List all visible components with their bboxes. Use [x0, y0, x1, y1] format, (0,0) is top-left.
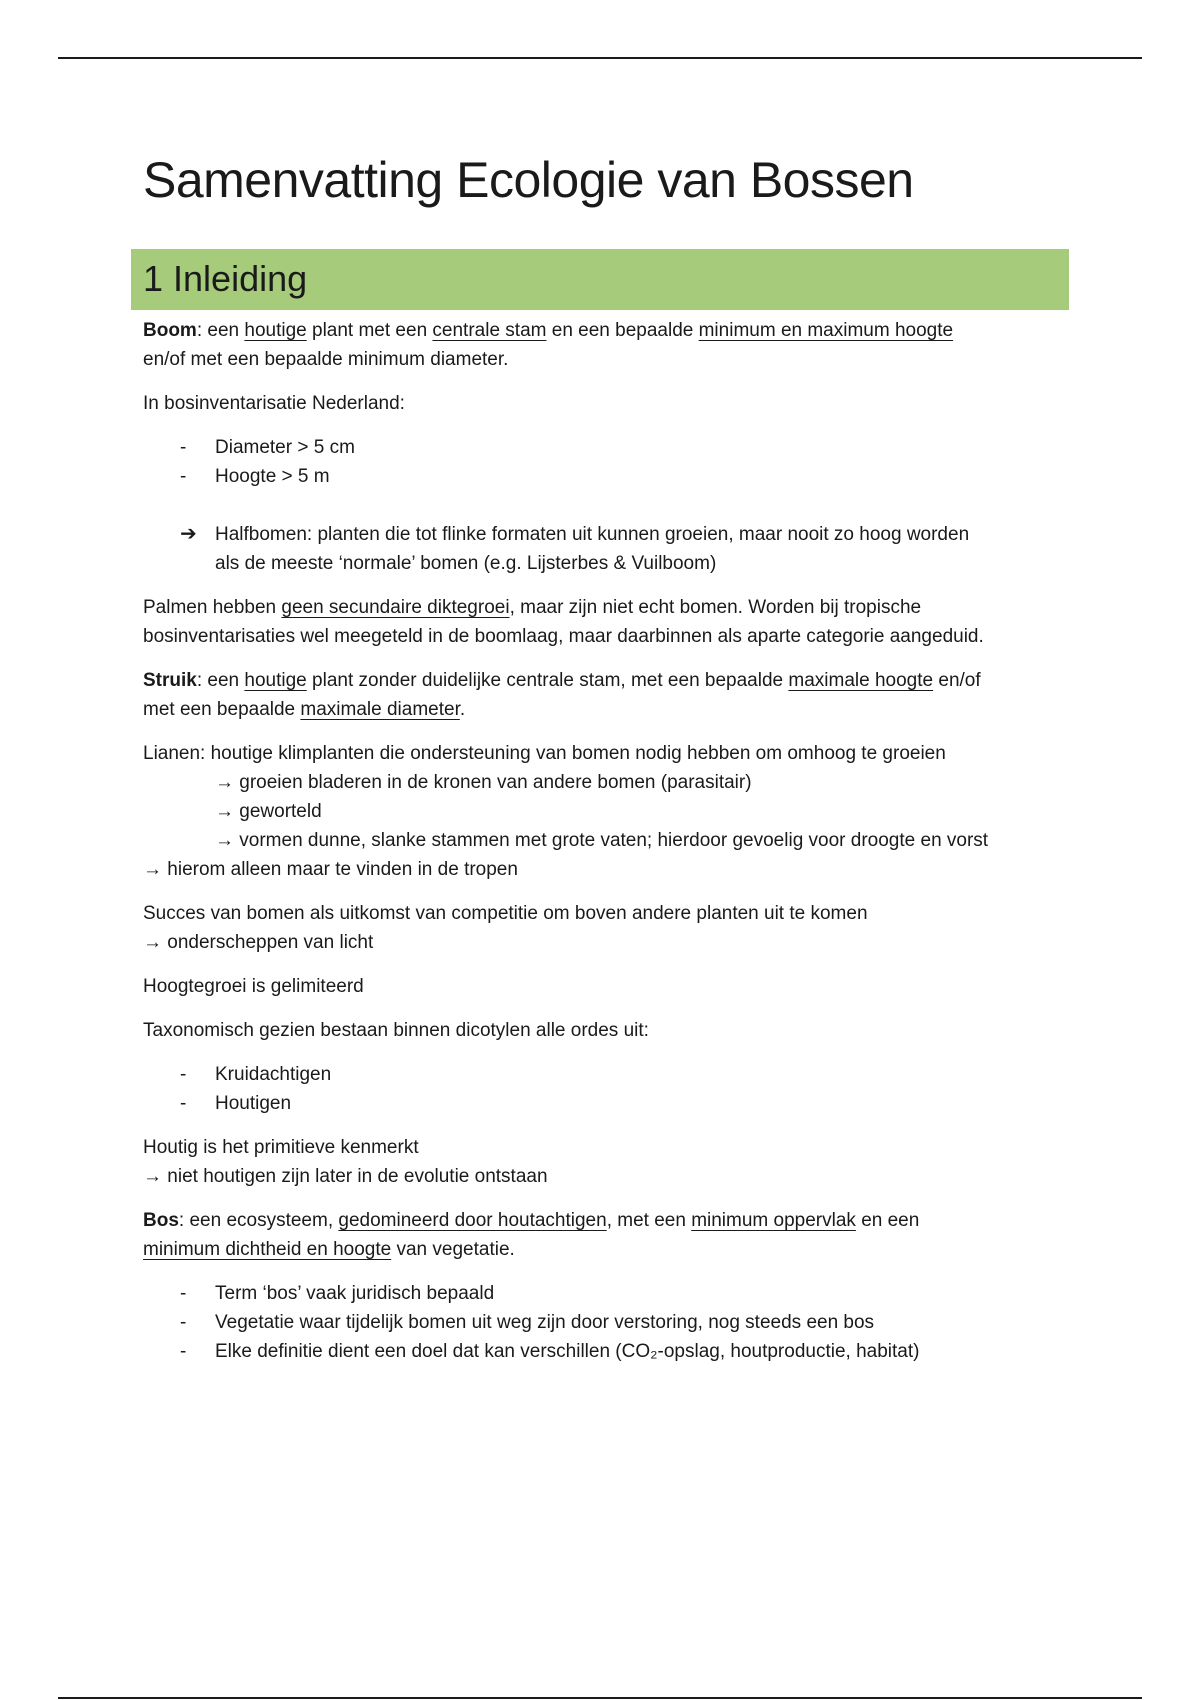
text: Houtig is het primitieve kenmerkt	[143, 1137, 419, 1158]
title-block	[143, 150, 1063, 210]
list-item-text: Houtigen	[215, 1093, 292, 1114]
text: : een ecosysteem,	[178, 1210, 339, 1231]
text: plant met een	[306, 320, 433, 341]
text: plant zonder duidelijke centrale stam, met een bepaalde	[306, 670, 789, 691]
list-item	[143, 433, 1083, 462]
text: en een	[855, 1210, 920, 1231]
arrow-icon: →	[143, 1166, 162, 1187]
arrow-icon: →	[215, 772, 234, 793]
text: : een	[196, 670, 245, 691]
list-item	[143, 1337, 1083, 1366]
bottom-rule	[58, 1697, 1142, 1699]
arrow-icon: →	[143, 932, 162, 953]
underlined-term: minimum oppervlak	[691, 1210, 856, 1231]
struik-definition	[143, 666, 1083, 724]
text: groeien bladeren in de kronen van andere bomen (parasitair)	[239, 772, 752, 793]
bos-list	[143, 1279, 1083, 1366]
hoogtegroei-paragraph: Hoogtegroei is gelimiteerd	[143, 976, 364, 997]
term-bos: Bos	[143, 1210, 179, 1231]
underlined-term: minimum en maximum hoogte	[698, 320, 954, 341]
underlined-term: maximale hoogte	[788, 670, 934, 691]
section-title: 1 Inleiding	[143, 258, 308, 299]
dash-bullet: -	[180, 1093, 187, 1114]
houtig-paragraph	[143, 1133, 1083, 1191]
inventory-intro: In bosinventarisatie Nederland:	[143, 393, 405, 414]
text: en/of met een bepaalde minimum diameter.	[143, 349, 509, 370]
text: als de meeste ‘normale’ bomen (e.g. Lijsterbes & Vuilboom)	[215, 553, 717, 574]
term-boom: Boom	[143, 320, 197, 341]
text: .	[459, 699, 466, 720]
text: bosinventarisaties wel meegeteld in de boomlaag, maar daarbinnen als aparte categorie aangeduid.	[143, 626, 984, 647]
underlined-term: maximale diameter	[300, 699, 460, 720]
dash-bullet: -	[180, 466, 187, 487]
dash-bullet: -	[180, 1283, 187, 1304]
text: en een bepaalde	[546, 320, 699, 341]
arrow-icon: ➔	[180, 523, 197, 545]
text: : een	[196, 320, 245, 341]
text: onderscheppen van licht	[167, 932, 374, 953]
top-rule	[58, 57, 1142, 59]
lianen-sub-item	[143, 801, 322, 822]
arrow-icon: →	[215, 830, 234, 851]
list-item	[143, 1089, 1083, 1118]
dash-bullet: -	[180, 1064, 187, 1085]
list-item-text: Kruidachtigen	[215, 1064, 332, 1085]
text: geworteld	[239, 801, 322, 822]
underlined-term: houtige	[244, 320, 307, 341]
lianen-paragraph	[143, 739, 1083, 884]
bos-definition	[143, 1206, 1083, 1264]
text: , met een	[606, 1210, 692, 1231]
dash-bullet: -	[180, 437, 187, 458]
dash-bullet: -	[180, 1312, 187, 1333]
list-item	[143, 1279, 1083, 1308]
term-struik: Struik	[143, 670, 197, 691]
arrow-icon: →	[215, 801, 234, 822]
document-body	[143, 316, 1083, 1366]
taxonomie-intro: Taxonomisch gezien bestaan binnen dicotylen alle ordes uit:	[143, 1020, 649, 1041]
text: met een bepaalde	[143, 699, 301, 720]
text: van vegetatie.	[391, 1239, 515, 1260]
list-item-text: Term ‘bos’ vaak juridisch bepaald	[215, 1283, 495, 1304]
lianen-sub-item	[143, 772, 752, 793]
text: , maar zijn niet echt bomen. Worden bij tropische	[509, 597, 922, 618]
underlined-term: houtige	[244, 670, 307, 691]
list-item-text: Hoogte > 5 m	[215, 466, 330, 487]
underlined-term: minimum dichtheid en hoogte	[143, 1239, 392, 1260]
text: niet houtigen zijn later in de evolutie ontstaan	[167, 1166, 548, 1187]
text: en/of	[933, 670, 981, 691]
boom-definition	[143, 316, 1083, 374]
text: Palmen hebben	[143, 597, 282, 618]
list-item	[143, 462, 1083, 491]
dash-bullet: -	[180, 1341, 187, 1362]
document-title: Samenvatting Ecologie van Bossen	[143, 152, 914, 208]
text: hierom alleen maar te vinden in de tropen	[167, 859, 518, 880]
lianen-sub-item	[143, 830, 988, 851]
section-heading-bar	[131, 249, 1069, 310]
inventory-list	[143, 433, 1083, 491]
list-item-text: Diameter > 5 cm	[215, 437, 355, 458]
list-item-text: Vegetatie waar tijdelijk bomen uit weg zijn door verstoring, nog steeds een bos	[215, 1312, 875, 1333]
underlined-term: gedomineerd door houtachtigen	[338, 1210, 607, 1231]
list-item	[143, 1308, 1083, 1337]
arrow-icon: →	[143, 859, 162, 880]
taxonomie-list	[143, 1060, 1083, 1118]
text: Succes van bomen als uitkomst van competitie om boven andere planten uit te komen	[143, 903, 868, 924]
succes-paragraph	[143, 899, 1083, 957]
text: vormen dunne, slanke stammen met grote vaten; hierdoor gevoelig voor droogte en vorst	[239, 830, 989, 851]
list-item-text: Elke definitie dient een doel dat kan verschillen (CO₂-opslag, houtproductie, habitat)	[215, 1341, 920, 1362]
underlined-term: geen secundaire diktegroei	[281, 597, 510, 618]
underlined-term: centrale stam	[432, 320, 547, 341]
text: Lianen: houtige klimplanten die ondersteuning van bomen nodig hebben om omhoog te groeien	[143, 743, 946, 764]
text: Halfbomen: planten die tot flinke formaten uit kunnen groeien, maar nooit zo hoog worden	[215, 524, 970, 545]
halfbomen-note	[143, 520, 1083, 578]
list-item	[143, 1060, 1083, 1089]
palmen-paragraph	[143, 593, 1083, 651]
